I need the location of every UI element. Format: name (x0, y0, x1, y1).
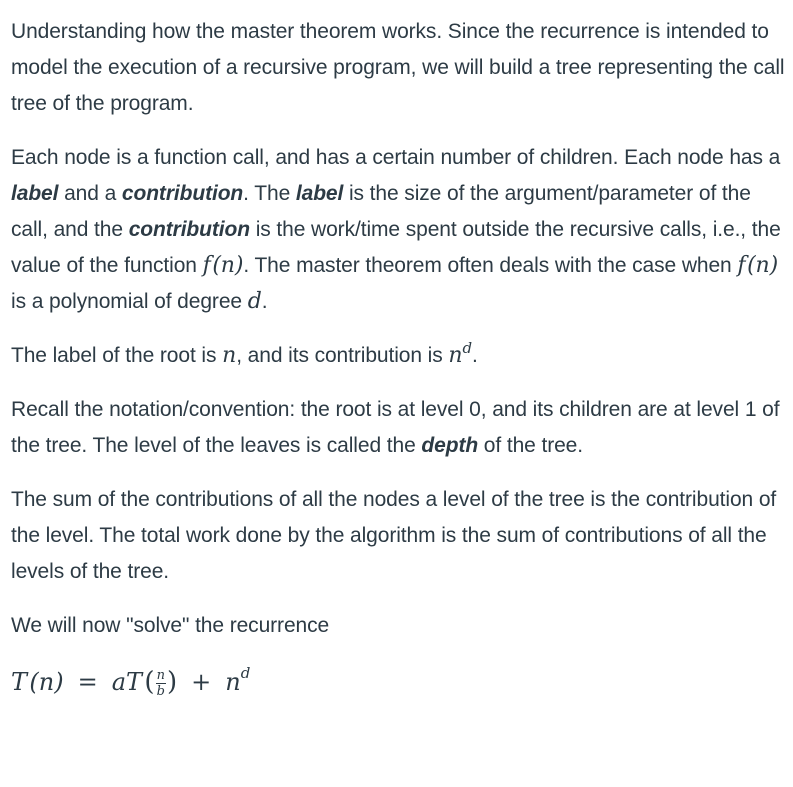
eq-plus: + (191, 668, 212, 696)
eq-frac-denominator: b (156, 684, 165, 699)
text-segment: is the size of the argument/parameter of the call, and the (11, 182, 751, 241)
math-n: n (222, 343, 237, 368)
term-contribution: contribution (121, 182, 244, 205)
math-f: f (202, 253, 211, 278)
text-segment: is a polynomial of degree (11, 290, 248, 313)
eq-close-paren: ) (166, 667, 178, 697)
eq-lhs-T: T (11, 668, 28, 696)
eq-lhs-arg: (n) (29, 668, 64, 696)
math-arg: (n) (212, 253, 244, 278)
text-segment: and a (58, 182, 122, 205)
eq-a: a (111, 668, 127, 696)
math-f: f (737, 253, 746, 278)
text-segment: is the work/time spent outside the recursive calls, i.e., the value of the function (11, 218, 781, 277)
text-segment: Recall the notation/convention: the root is at level 0, and its children are at level 1 of the tree. The level of the leaves is called the (11, 398, 780, 457)
paragraph-root-label (11, 338, 786, 374)
term-label: label (295, 182, 344, 205)
text-segment: Each node is a function call, and has a certain number of children. Each node has a (11, 146, 781, 169)
text-segment: . The (243, 182, 296, 205)
text-segment: , and its contribution is (236, 344, 449, 367)
term-contribution: contribution (128, 218, 250, 241)
paragraph-node-definition (11, 140, 786, 320)
recurrence-equation (11, 662, 786, 702)
paragraph-intro: Understanding how the master theorem works. Since the recurrence is intended to model the execution of a recursive program, we will build a tree representing the call tree of the program. (11, 20, 785, 115)
paragraph-levels (11, 392, 786, 464)
eq-frac-numerator: n (156, 668, 165, 683)
text-segment: . (261, 290, 268, 313)
eq-T: T (126, 668, 143, 696)
eq-n: n (225, 668, 241, 696)
math-d: d (247, 289, 262, 314)
eq-fraction (156, 669, 166, 698)
document-content (11, 14, 786, 702)
text-segment: The label of the root is (11, 344, 223, 367)
paragraph-solve: We will now "solve" the recurrence (11, 614, 330, 637)
text-segment: . The master theorem often deals with the case when (243, 254, 738, 277)
eq-equals: = (77, 668, 98, 696)
math-n: n (448, 343, 463, 368)
math-arg: (n) (747, 253, 779, 278)
term-label: label (11, 182, 59, 205)
term-depth: depth (421, 434, 479, 457)
math-exponent-d: d (462, 339, 472, 357)
eq-open-paren: ( (144, 667, 155, 697)
eq-exponent-d: d (240, 664, 251, 682)
text-segment: of the tree. (478, 434, 583, 457)
paragraph-sum: The sum of the contributions of all the nodes a level of the tree is the contribution of the level. The total work done by the algorithm is the sum of contributions of all the levels of the tree. (11, 488, 777, 583)
text-segment: . (471, 344, 478, 367)
